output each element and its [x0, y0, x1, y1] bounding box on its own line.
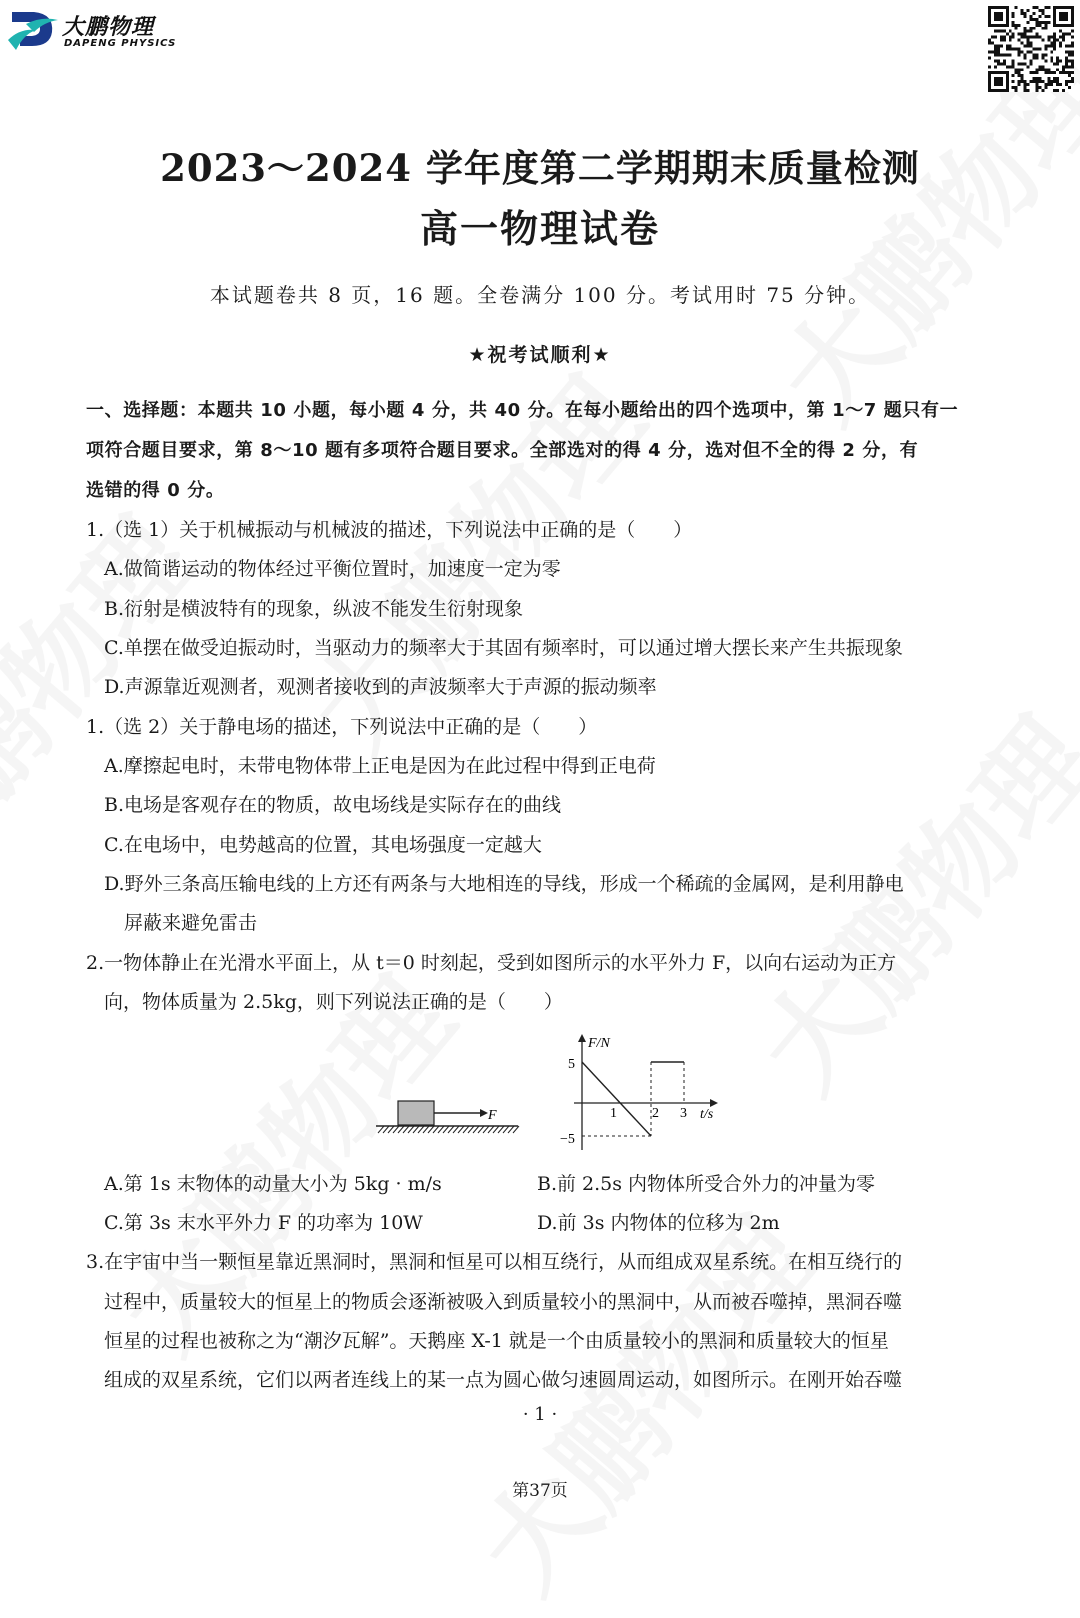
force-arrowhead: [480, 1109, 488, 1117]
good-luck-line: ★祝考试顺利★: [468, 344, 612, 366]
x-tick-3: 3: [680, 1106, 687, 1121]
exam-title: 2023～2024 学年度第二学期期末质量检测: [160, 146, 920, 190]
y-axis-label: F/N: [588, 1036, 610, 1051]
qr-code[interactable]: [988, 6, 1074, 92]
exam-note: 本试题卷共 8 页，16 题。全卷满分 100 分。考试用时 75 分钟。: [209, 283, 871, 307]
block-on-surface-figure: [370, 1095, 525, 1140]
watermark: [718, 680, 1080, 1119]
dapeng-logo-icon: [6, 6, 60, 54]
section-instruction-line: 选错的得 0 分。: [86, 480, 225, 501]
x-tick-2: 2: [652, 1106, 659, 1121]
force-time-graph: [550, 1030, 730, 1155]
option-d-continued: 屏蔽来避免雷击: [124, 912, 258, 934]
block: [398, 1101, 434, 1125]
x-axis-label: t/s: [700, 1107, 714, 1122]
option-b: B.衍射是横波特有的现象，纵波不能发生衍射现象: [104, 598, 524, 620]
logo-english-text: DAPENG PHYSICS: [64, 38, 177, 49]
y-axis-arrow: [578, 1034, 586, 1042]
option-c: C.在电场中，电势越高的位置，其电场强度一定越大: [104, 834, 542, 856]
ground-hatching: [378, 1126, 519, 1133]
question-3-line: 恒星的过程也被称之为“潮汐瓦解”。天鹅座 X-1 就是一个由质量较小的黑洞和质量较大的恒星: [104, 1330, 889, 1352]
x-axis-arrow: [710, 1099, 718, 1107]
logo-chinese-text: 大鹏物理: [62, 15, 155, 40]
option-c: C.第 3s 末水平外力 F 的功率为 10W: [104, 1212, 423, 1234]
question-2-stem-line: 向，物体质量为 2.5kg，则下列说法正确的是（ ）: [104, 991, 563, 1013]
x-tick-1: 1: [610, 1106, 617, 1121]
option-a: A.摩擦起电时，未带电物体带上正电是因为在此过程中得到正电荷: [104, 755, 656, 777]
force-line-0-to-2: [582, 1062, 651, 1136]
dapeng-logo: [6, 6, 186, 54]
watermark: [438, 1180, 842, 1618]
option-d: D.前 3s 内物体的位移为 2m: [537, 1212, 780, 1234]
question-3-line: 组成的双星系统，它们以两者连线上的某一点为圆心做匀速圆周运动，如图所示。在刚开始吞噬: [104, 1369, 903, 1391]
exam-subtitle: 高一物理试卷: [419, 206, 660, 251]
option-d: D.声源靠近观测者，观测者接收到的声波频率大于声源的振动频率: [104, 676, 657, 698]
option-c: C.单摆在做受迫振动时，当驱动力的频率大于其固有频率时，可以通过增大摆长来产生共振现象: [104, 637, 903, 659]
option-b: B.前 2.5s 内物体所受合外力的冲量为零: [537, 1173, 876, 1195]
qr-code-icon: [988, 6, 1074, 92]
question-3-line: 3.在宇宙中当一颗恒星靠近黑洞时，黑洞和恒星可以相互绕行，从而组成双星系统。在相互绕行的: [86, 1251, 903, 1273]
section-instruction-line: 一、选择题：本题共 10 小题，每小题 4 分，共 40 分。在每小题给出的四个选项中，第 1～7 题只有一: [86, 400, 959, 421]
force-label: F: [488, 1108, 497, 1123]
question-3-line: 过程中，质量较大的恒星上的物质会逐渐被吸入到质量较小的黑洞中，从而被吞噬掉，黑洞吞噬: [104, 1291, 903, 1313]
question-1-elective-2-stem: 1.（选 2）关于静电场的描述，下列说法中正确的是（ ）: [86, 716, 598, 738]
option-a: A.做简谐运动的物体经过平衡位置时，加速度一定为零: [104, 558, 561, 580]
option-d: D.野外三条高压输电线的上方还有两条与大地相连的导线，形成一个稀疏的金属网，是利用静电: [104, 873, 904, 895]
page-number: · 1 ·: [522, 1404, 558, 1425]
option-b: B.电场是客观存在的物质，故电场线是实际存在的曲线: [104, 794, 562, 816]
footer-page-label: 第37页: [512, 1481, 568, 1501]
section-instruction-line: 项符合题目要求，第 8～10 题有多项符合题目要求。全部选对的得 4 分，选对但不全的得 2 分，有: [86, 440, 919, 461]
option-a: A.第 1s 末物体的动量大小为 5kg · m/s: [104, 1173, 442, 1195]
y-tick-5: 5: [568, 1057, 575, 1072]
question-1-elective-1-stem: 1.（选 1）关于机械振动与机械波的描述，下列说法中正确的是（ ）: [86, 519, 693, 541]
y-tick-minus-5: −5: [560, 1132, 575, 1147]
question-2-stem-line: 2.一物体静止在光滑水平面上，从 t＝0 时刻起，受到如图所示的水平外力 F，以向右运动为正方: [86, 952, 897, 974]
